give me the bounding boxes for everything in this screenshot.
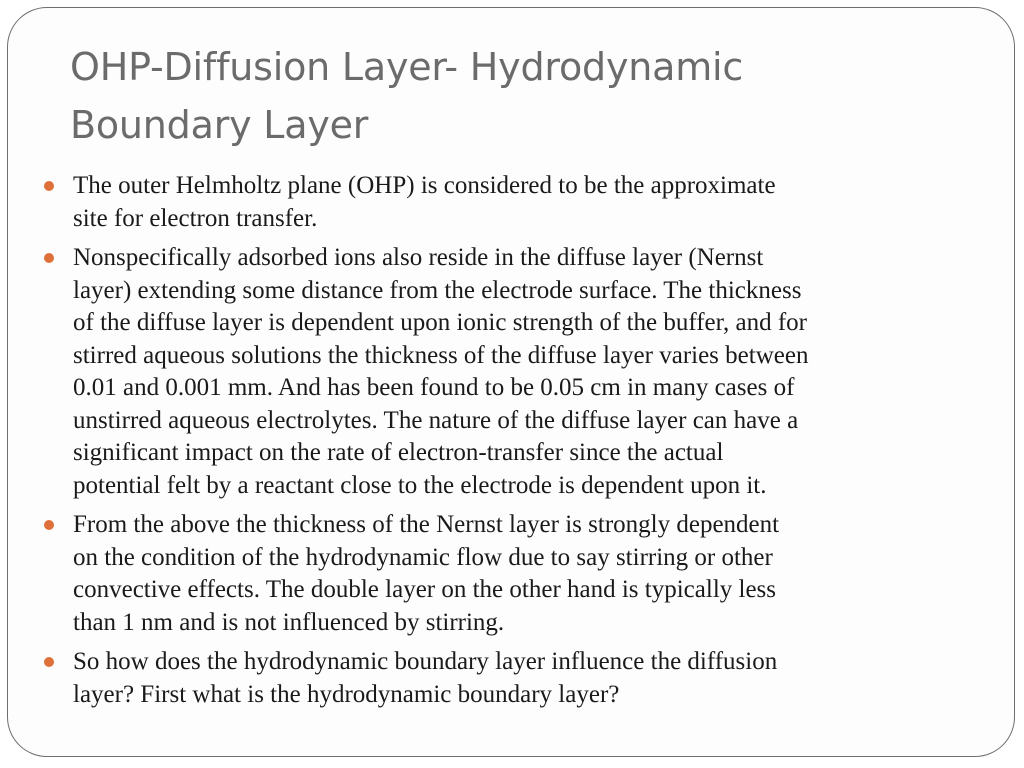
bullet-dot-icon <box>44 181 54 191</box>
bullet-dot-icon <box>44 520 54 530</box>
bullet-line: The outer Helmholtz plane (OHP) is considered to be the approximate <box>73 172 776 199</box>
bullet-line: on the condition of the hydrodynamic flow due to say stirring or other <box>73 543 773 571</box>
bullet-item <box>44 242 984 502</box>
title-line-1: OHP-Diffusion Layer- Hydrodynamic <box>70 45 744 89</box>
bullet-line: From the above the thickness of the Nernst layer is strongly dependent <box>73 511 780 538</box>
bullet-item <box>44 170 984 235</box>
bullet-line: potential felt by a reactant close to the electrode is dependent upon it. <box>73 471 767 499</box>
bullet-line: of the diffuse layer is dependent upon ionic strength of the buffer, and for <box>73 309 807 336</box>
title-line-2: Boundary Layer <box>70 103 369 147</box>
bullet-line: stirred aqueous solutions the thickness of the diffuse layer varies between <box>73 341 809 369</box>
bullet-line: than 1 nm and is not influenced by stirring. <box>73 608 505 636</box>
slide-title <box>70 38 970 154</box>
bullet-line: site for electron transfer. <box>73 204 318 232</box>
bullet-line: layer? First what is the hydrodynamic boundary layer? <box>73 680 620 708</box>
bullet-list <box>44 170 984 718</box>
bullet-dot-icon <box>44 253 54 263</box>
bullet-item <box>44 646 984 711</box>
bullet-line: Nonspecifically adsorbed ions also reside in the diffuse layer (Nernst <box>73 244 764 271</box>
slide-frame <box>7 7 1015 757</box>
bullet-line: So how does the hydrodynamic boundary layer influence the diffusion <box>73 648 778 675</box>
bullet-line: layer) extending some distance from the electrode surface. The thickness <box>73 276 802 304</box>
bullet-line: unstirred aqueous electrolytes. The nature of the diffuse layer can have a <box>73 406 799 434</box>
bullet-line: convective effects. The double layer on the other hand is typically less <box>73 576 777 603</box>
bullet-item <box>44 509 984 639</box>
bullet-dot-icon <box>44 657 54 667</box>
bullet-line: 0.01 and 0.001 mm. And has been found to be 0.05 cm in many cases of <box>73 374 795 401</box>
bullet-line: significant impact on the rate of electron-transfer since the actual <box>73 439 724 466</box>
